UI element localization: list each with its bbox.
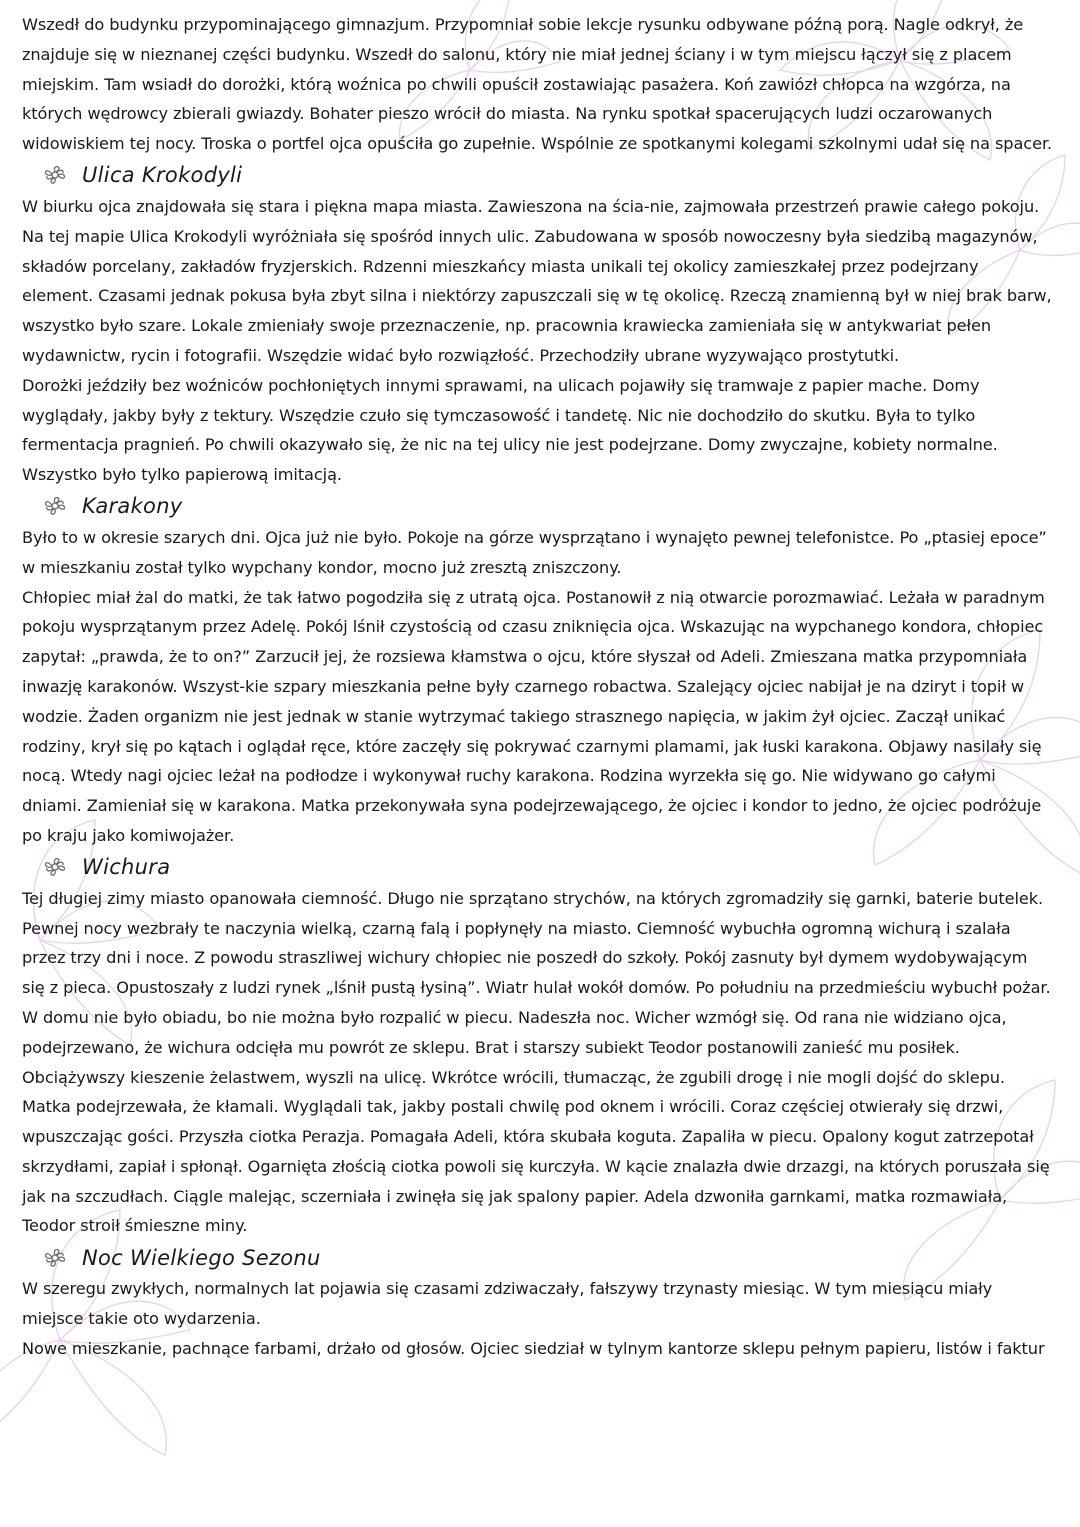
section-paragraph: Dorożki jeździły bez woźniców pochłoniętych innymi sprawami, na ulicach pojawiły się tramwaje z papier mache. Domy wyglądały, jakby były z tektury. Wszędzie czuło się tymczasowość i tandetę. Nic nie dochodziło do skutku. Była to tylko fermentacja pragnień. Po chwili okazywało się, że nic na tej ulicy nie jest podejrzane. Domy zwyczajne, kobiety normalne. Wszystko było tylko papierową imitacją. — [22, 375, 998, 485]
flower-icon — [40, 494, 70, 518]
section-paragraph: Tej długiej zimy miasto opanowała ciemność. Długo nie sprzątano strychów, na których zgromadziły się garnki, baterie butelek. Pewnej nocy wezbrały te naczynia wielką, czarną falą i popłynęły na miasto. Ciemność wybuchła ogromną wichurą i szalała przez trzy dni i noce. Z powodu straszliwej wichury chłopiec nie poszedł do szkoły. Pokój zasnuty był dymem wydobywającym się z pieca. Opustoszały z ludzi rynek „lśnił pustą łysiną”. Wiatr hulał wokół domów. Po południu na przedmieściu wybuchł pożar. W domu nie było obiadu, bo nie można było rozpalić w piecu. Nadeszła noc. Wicher wzmógł się. Od rana nie widziano ojca, podejrzewano, że wichura odcięła mu powrót ze sklepu. Brat i starszy subiekt Teodor postanowili zanieść mu posiłek. Obciążywszy kieszenie żelastwem, wyszli na ulicę. Wkrótce wrócili, tłumacząc, że zgubili drogę i nie mogli dojść do sklepu. Matka podejrzewała, że kłamali. Wyglądali tak, jakby postali chwilę pod oknem i wrócili. Coraz częściej otwierały się drzwi, wpuszczając gości. Przyszła ciotka Perazja. Pomagała Adeli, która skubała koguta. Zapaliła w piecu. Opalony kogut zatrzepotał skrzydłami, zapiał i spłonął. Ogarnięta złością ciotka powoli się kurczyła. W kącie znalazła dwie drzazgi, na których poruszała się jak na szczudłach. Ciągle malejąc, sczerniała i zwinęła się jak spalony papier. Adela dzwoniła garnkami, matka rozmawiała, Teodor stroił śmieszne miny. — [22, 888, 1051, 1236]
section-paragraph: W szeregu zwykłych, normalnych lat pojawia się czasami zdziwaczały, fałszywy trzynasty miesiąc. W tym miesiącu miały miejsce takie oto wydarzenia. — [22, 1279, 993, 1329]
flower-icon — [40, 163, 70, 187]
section-heading — [40, 159, 1054, 192]
flower-icon — [40, 1246, 70, 1270]
section-noc-wielkiego-sezonu — [22, 1241, 1054, 1363]
section-wichura — [22, 851, 1054, 1242]
flower-icon — [40, 855, 70, 879]
section-paragraph: W biurku ojca znajdowała się stara i piękna mapa miasta. Zawieszona na ścia-nie, zajmowała przestrzeń prawie całego pokoju. Na tej mapie Ulica Krokodyli wyróżniała się spośród innych ulic. Zabudowana w sposób nowoczesny była siedzibą magazynów, składów porcelany, zakładów fryzjerskich. Rdzenni mieszkańcy miasta unikali tej okolicy zamieszkałej przez podejrzany element. Czasami jednak pokusa była zbyt silna i niektórzy zapuszczali się w tę okolicę. Rzeczą znamienną był w niej brak barw, wszystko było szare. Lokale zmieniały swoje przeznaczenie, np. pracownia krawiecka zamieniała się w antykwariat pełen wydawnictw, rycin i fotografii. Wszędzie widać było rozwiązłość. Przechodziły ubrane wyzywająco prostytutki. — [22, 196, 1052, 365]
section-ulica-krokodyli — [22, 159, 1054, 490]
section-title: Ulica Krokodyli — [82, 163, 243, 188]
section-title: Noc Wielkiego Sezonu — [82, 1245, 321, 1270]
section-heading — [40, 851, 1054, 884]
section-karakony — [22, 490, 1054, 851]
intro-paragraph: Wszedł do budynku przypominającego gimnazjum. Przypomniał sobie lekcje rysunku odbywane późną porą. Nagle odkrył, że znajduje się w nieznanej części budynku. Wszedł do salonu, który nie miał jednej ściany i w tym miejscu łączył się z placem miejskim. Tam wsiadł do dorożki, którą woźnica po chwili opuścił zostawiając pasażera. Koń zawiózł chłopca na wzgórza, na których wędrowcy zbierali gwiazdy. Bohater pieszo wrócił do miasta. Na rynku spotkał spacerujących ludzi oczarowanych widowiskiem tej nocy. Troska o portfel ojca opuściła go zupełnie. Wspólnie ze spotkanymi kolegami szkolnymi udał się na spacer. — [22, 15, 1053, 154]
section-heading — [40, 1241, 1054, 1274]
section-title: Karakony — [82, 494, 183, 519]
section-paragraph: Chłopiec miał żal do matki, że tak łatwo pogodziła się z utratą ojca. Postanowił z nią otwarcie porozmawiać. Leżała w paradnym pokoju wysprzątanym przez Adelę. Pokój lśnił czystością od czasu zniknięcia ojca. Wskazując na wypchanego kondora, chłopiec zapytał: „prawda, że to on?” Zarzucił jej, że rozsiewa kłamstwa o ojcu, które słyszał od Adeli. Zmieszana matka przypomniała inwazję karakonów. Wszyst-kie szpary mieszkania pełne były czarnego robactwa. Szalejący ojciec nabijał je na dziryt i topił w wodzie. Żaden organizm nie jest jednak w stanie wytrzymać takiego strasznego napięcia, w jakim żył ojciec. Zaczął unikać rodziny, krył się po kątach i oglądał ręce, które zaczęły się pokrywać czarnymi plamami, jak łuski karakona. Objawy nasilały się nocą. Wtedy nagi ojciec leżał na podłodze i wykonywał ruchy karakona. Rodzina wyrzekła się go. Nie widywano go całymi dniami. Zamieniał się w karakona. Matka przekonywała syna podejrzewającego, że ojciec i kondor to jedno, że ojciec podróżuje po kraju jako komiwojażer. — [22, 587, 1045, 845]
section-title: Wichura — [82, 855, 171, 880]
section-paragraph: Było to w okresie szarych dni. Ojca już nie było. Pokoje na górze wysprzątano i wynajęto pewnej telefonistce. Po „ptasiej epoce” w mieszkaniu został tylko wypchany kondor, mocno już zresztą zniszczony. — [22, 527, 1047, 577]
intro-section — [22, 10, 1054, 159]
section-heading — [40, 490, 1054, 523]
section-paragraph: Nowe mieszkanie, pachnące farbami, drżało od głosów. Ojciec siedział w tylnym kantorze sklepu pełnym papieru, listów i faktur — [22, 1338, 1045, 1358]
